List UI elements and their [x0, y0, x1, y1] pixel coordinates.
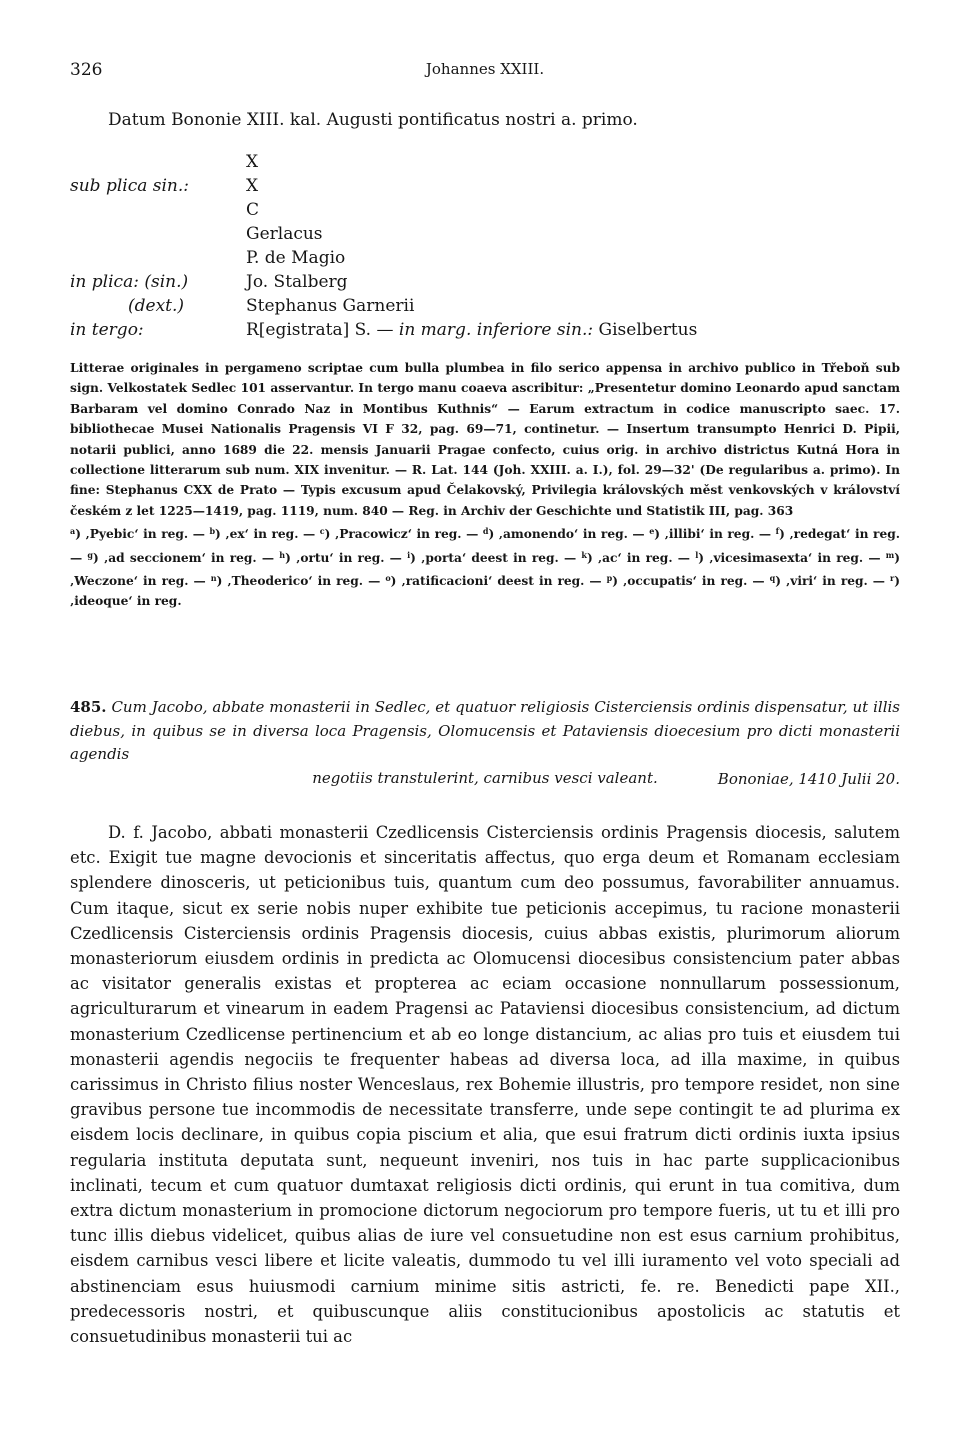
footnote-mark: m	[885, 549, 895, 560]
footnote-mark: l	[695, 549, 699, 560]
footnote-mark: g	[87, 549, 93, 560]
document-body	[70, 820, 900, 1349]
editorial-notes	[70, 358, 900, 612]
footnote-text: ) ‚vicesimasexta‘ in reg. —	[698, 550, 886, 565]
signature-value: Gerlacus	[246, 224, 323, 244]
footnote-mark: i	[407, 549, 411, 560]
footnote-mark: o	[385, 573, 391, 584]
footnote-text: ) ‚amonendo‘ in reg. —	[488, 527, 650, 542]
footnote-text: ) ‚porta‘ deest in reg. —	[410, 550, 582, 565]
footnote-mark: e	[649, 526, 655, 537]
signature-line	[70, 248, 900, 272]
footnote-text: ) ‚Weczone‘ in reg. —	[70, 550, 900, 589]
in-tergo-label: in tergo:	[70, 320, 144, 340]
signature-value: C	[246, 200, 260, 220]
page-number: 326	[70, 60, 103, 80]
in-plica-label: in plica: (sin.)	[70, 272, 189, 292]
signature-value: Jo. Stalberg	[246, 272, 348, 292]
signature-block	[70, 152, 900, 342]
signature-line	[70, 296, 900, 320]
footnote-mark: a	[70, 526, 76, 537]
footnote-text: ) ‚ac‘ in reg. —	[586, 550, 696, 565]
place-date: Bononiae, 1410 Julii 20.	[717, 770, 900, 788]
footnote-text: ) ‚illibi‘ in reg. —	[654, 527, 776, 542]
heading-main: Cum Jacobo, abbate monasterii in Sedlec, et quatuor religiosis Cisterciensis ordinis dispensatur, ut illis diebus, in quibus se in diversa loca Pragensis, Olomucensis et Pataviensis dioecesium pro dicti monasterii agendis	[70, 698, 900, 763]
footnote-mark: p	[606, 573, 613, 584]
body-paragraph: D. f. Jacobo, abbati monasterii Czedlicensis Cisterciensis ordinis Pragensis diocesis, salutem etc. Exigit tue magne devocionis et sinceritatis affectus, quo erga deum et Romanam ecclesiam splendere dinosceris, ut peticionibus tuis, quantum cum deo possumus, favorabiliter annuamus. Cum itaque, sicut ex serie nobis nuper exhibite tue peticionis accepimus, tu racione monasterii Czedlicensis Cisterciensis ordinis Pragensis diocesis, cuius abbas existis, plurimorum aliorum monasteriorum eiusdem ordinis in predicta ac Olomucensi diocesibus consistencium pater abbas ac visitator generalis existas et propterea ac eciam occasione nonnullarum possessionum, agriculturarum et vinearum in eadem Pragensi ac Pataviensi diocesibus consistencium, ad dictum monasterium Czedlicense pertinencium et ab eo longe distancium, ac alias pro tuis et eiusdem tui monasterii agendis negociis te frequenter habeas ad diversa loca, ad illa maxime, in quibus carissimus in Christo filius noster Wenceslaus, rex Bohemie illustris, pro tempore residet, non sine gravibus persone tue incommodis de necessitate transferre, unde sepe contingit te ad plurima ex eisdem locis declinare, in quibus copia piscium et alia, que esui fratrum dicti ordinis iuxta ipsius regularia instituta deputata sunt, nequeunt inveniri, nos tuis in hac parte supplicacionibus inclinati, tecum et cum quatuor dumtaxat religiosis dicti ordinis, qui erunt in tua comitiva, dum extra dictum monasterium in promocione dictorum negociorum pro tempore fueris, ut tu et illi pro tunc illis diebus videlicet, quibus alias de iure vel consuetudine non est esus carnium prohibitus, eisdem carnibus vesci libere et licite valeatis, dummodo tu vel illi iuramento vel voto speciali ad abstinenciam esus huiusmodi carnium minime sitis astricti, fe. re. Benedicti pape XII., predecessoris nostri, et quibuscunque aliis constitucionibus apostolicis ac statutis et consuetudinibus monasterii tui ac	[70, 823, 900, 1347]
source-note: Litterae originales in pergameno scriptae cum bulla plumbea in filo serico appensa in archivo publico in Třeboň sub sign. Velkostatek Sedlec 101 asservantur. In tergo manu coaeva ascribitur: „Presentetur domino Leonardo apud sanctam Barbaram vel domino Conrado Naz in Montibus Kuthnis“ — Earum extractum in codice manuscripto saec. 17. bibliothecae Musei Nationalis Pragensis VI F 32, pag. 69—71, continetur. — Insertum transumpto Henrici D. Pipii, notarii publici, anno 1689 die 22. mensis Januarii Pragae confecto, cuius orig. in archivo districtus Kutná Hora in collectione litterarum sub num. XIX invenitur. — R. Lat. 144 (Joh. XXIII. a. I.), fol. 29—32' (De regularibus a. primo). In fine: Stephanus CXX de Prato — Typis excusum apud Čelakovský, Privilegia královských měst venkovských v království českém z let 1225—1419, pag. 1119, num. 840 — Reg. in Archiv der Geschichte und Statistik III, pag. 363	[70, 361, 900, 518]
footnote-text: ) ‚Pracowicz‘ in reg. —	[324, 527, 483, 542]
footnote-mark: k	[581, 549, 587, 560]
signature-value: P. de Magio	[246, 248, 346, 268]
footnote-mark: h	[279, 549, 286, 560]
document-number: 485.	[70, 698, 107, 716]
sub-plica-label: sub plica sin.:	[70, 176, 190, 196]
signature-value: X	[246, 176, 259, 196]
margin-note-label: in marg. inferiore sin.:	[398, 320, 594, 340]
signature-line	[70, 224, 900, 248]
footnote-text: ) ‚redegat‘ in reg. —	[70, 527, 900, 565]
footnote-mark: r	[890, 573, 895, 584]
footnote-mark: q	[769, 573, 776, 584]
footnote-text: ) ‚ad seccionem‘ in reg. —	[93, 550, 280, 565]
signature-value: Stephanus Garnerii	[246, 296, 415, 316]
signature-value	[246, 320, 697, 340]
signature-line	[70, 320, 900, 344]
signature-line	[70, 272, 900, 296]
giselbertus-name: Giselbertus	[598, 320, 698, 340]
dext-label: (dext.)	[128, 296, 185, 316]
footnote-text: ) ‚ideoque‘ in reg.	[70, 574, 901, 609]
footnote-text: ) ‚ortu‘ in reg. —	[285, 550, 408, 565]
footnote-mark: b	[209, 526, 216, 537]
registrata-text: R[egistrata] S. —	[246, 320, 394, 340]
footnote-text: ) ‚viri‘ in reg. —	[775, 574, 891, 589]
running-title: Johannes XXIII.	[425, 60, 545, 78]
footnote-mark: c	[319, 526, 325, 537]
signature-line	[70, 200, 900, 224]
footnote-mark: f	[775, 526, 780, 537]
footnote-mark: n	[210, 573, 217, 584]
footnote-text: ) ‚Pyebic‘ in reg. —	[75, 527, 210, 542]
footnote-text: ) ‚ex‘ in reg. —	[215, 527, 320, 542]
running-head	[70, 60, 900, 84]
heading-last-line: negotiis transtulerint, carnibus vesci valeant.	[312, 768, 658, 787]
signature-line	[70, 152, 900, 176]
datum-line: Datum Bononie XIII. kal. Augusti pontificatus nostri a. primo.	[108, 110, 638, 130]
textual-footnotes	[70, 521, 900, 612]
footnote-text: ) ‚Theoderico‘ in reg. —	[216, 574, 386, 589]
footnote-mark: d	[482, 526, 489, 537]
footnote-text: ) ‚occupatis‘ in reg. —	[612, 574, 770, 589]
signature-line	[70, 176, 900, 200]
signature-value: X	[246, 152, 259, 172]
footnote-text: ) ‚ratificacioni‘ deest in reg. —	[390, 574, 607, 589]
